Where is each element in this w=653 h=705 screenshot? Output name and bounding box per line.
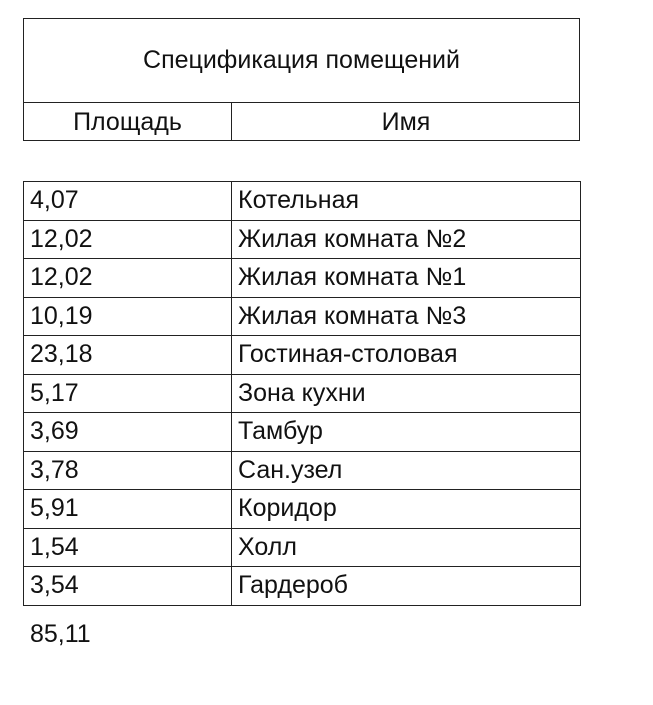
table-row xyxy=(24,528,581,567)
name-cell: Зона кухни xyxy=(232,374,581,413)
name-cell: Гостиная-столовая xyxy=(232,336,581,375)
name-cell: Гардероб xyxy=(232,567,581,606)
table-row xyxy=(24,259,581,298)
table-row xyxy=(24,182,581,221)
table-row xyxy=(24,567,581,606)
name-cell: Жилая комната №2 xyxy=(232,220,581,259)
area-cell: 12,02 xyxy=(24,220,232,259)
area-cell: 3,69 xyxy=(24,413,232,452)
rooms-table xyxy=(23,181,581,606)
area-cell: 5,17 xyxy=(24,374,232,413)
name-cell: Коридор xyxy=(232,490,581,529)
column-header-area: Площадь xyxy=(24,103,232,141)
name-cell: Тамбур xyxy=(232,413,581,452)
table-row xyxy=(24,451,581,490)
table-row xyxy=(24,220,581,259)
name-cell: Котельная xyxy=(232,182,581,221)
area-cell: 3,78 xyxy=(24,451,232,490)
specification-header xyxy=(23,18,580,141)
name-cell: Жилая комната №3 xyxy=(232,297,581,336)
name-cell: Сан.узел xyxy=(232,451,581,490)
table-row xyxy=(24,374,581,413)
area-cell: 1,54 xyxy=(24,528,232,567)
area-cell: 23,18 xyxy=(24,336,232,375)
area-cell: 12,02 xyxy=(24,259,232,298)
name-cell: Холл xyxy=(232,528,581,567)
area-cell: 10,19 xyxy=(24,297,232,336)
table-row xyxy=(24,336,581,375)
column-header-name: Имя xyxy=(381,107,431,136)
area-cell: 4,07 xyxy=(24,182,232,221)
table-row xyxy=(24,297,581,336)
table-title: Спецификация помещений xyxy=(24,19,579,103)
table-row xyxy=(24,413,581,452)
name-cell: Жилая комната №1 xyxy=(232,259,581,298)
table-row xyxy=(24,490,581,529)
area-cell: 5,91 xyxy=(24,490,232,529)
total-area: 85,11 xyxy=(30,620,91,648)
area-cell: 3,54 xyxy=(24,567,232,606)
